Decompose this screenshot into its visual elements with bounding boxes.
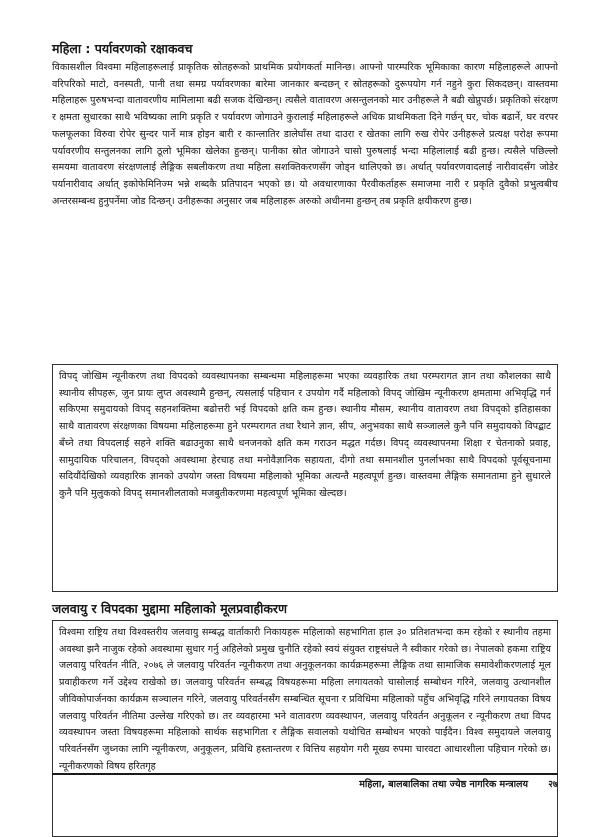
document-page [52, 40, 558, 837]
page-number: २७ [548, 779, 558, 790]
section-heading: जलवायु र विपदका मुद्दामा महिलाको मूलप्रवाहीकरण [52, 601, 288, 616]
boxed-paragraph-text: विश्वमा राष्ट्रिय तथा विश्वस्तरीय जलवायु सम्बद्ध वार्ताकारी निकायहरू महिलाको सहभागिता हाल ३० प्रतिशतभन्दा कम रहेको र स्थानीय तहमा अवस्था झनै नाजुक रहेको अवस्थामा सुधार गर्नु अहिलेको प्रमुख चुनौति रहेको स्वयं संयुक्त राष्ट्रसंघले नै स्वीकार गरेको छ। नेपालको हकमा राष्ट्रिय जलवायु परिवर्तन नीति, २०७६ ले जलवायु परिवर्तन न्यूनीकरण तथा अनुकूलनका कार्यक्रमहरूमा लैङ्गिक तथा सामाजिक समावेशीकरणलाई मूल प्रवाहीकरण गर्ने उद्देश्य राखेको छ। जलवायु परिवर्तन सम्बद्ध विषयहरूमा महिला लगायतको चासोलाई सम्बोधन गरिने, जलवायु उत्थानशील जीविकोपार्जनका कार्यक्रम सञ्चालन गरिने, जलवायु परिवर्तनसँग सम्बन्धित सूचना र प्रविधिमा महिलाको पहुँच अभिवृद्धि गरिने लगायतका विषय जलवायु परिवर्तन नीतिमा उल्लेख गरिएको छ। तर व्यवहारमा भने वातावरण व्यवस्थापन, जलवायु परिवर्तन अनुकूलन र न्यूनीकरण तथा विपद व्यवस्थापन जस्ता विषयहरूमा महिलाको सार्थक सहभागिता र लैङ्गिक सवालको यथोचित सम्बोधन भएको पाईंदैन। विश्व समुदायले जलवायु परिवर्तनसँग जुध्नका लागि न्यूनीकरण, अनुकूलन, प्रविधि हस्तान्तरण र वित्तिय सहयोग गरी मूख्य रुपमा चारवटा आधारशीला पहिचान गरेको छ। न्यूनीकरणको विषय हरितगृह [59, 627, 551, 772]
boxed-paragraph-text: विपद् जोखिम न्यूनीकरण तथा विपदको व्यवस्थापनका सम्बन्धमा महिलाहरूमा भएका व्यवहारिक तथा परम्परागत ज्ञान तथा कौशलका साथै स्थानीय सीपहरू, जुन प्रायः लुप्त अवस्थामै हुन्छन्, त्यसलाई पहिचान र उपयोग गर्दै महिलाको विपद् जोखिम न्यूनीकरण क्षमतामा अभिवृद्धि गर्न सकिएमा समुदायको विपद् सहनशक्तिमा बढोत्तरी भई विपदको क्षति कम हुन्छ। स्थानीय मौसम, स्थानीय वातावरण तथा विपद्को इतिहासका साथै वातावरण संरक्षणका विषयमा महिलाहरूमा हुने परम्परागत तथा रैथाने ज्ञान, सीप, अनुभवका साथै सञ्जालले कुनै पनि समुदायको विपद्बाट बँच्ने तथा विपदलाई सहने शक्ति बढाउनुका साथै धनजनको क्षति कम गराउन मद्धत गर्दछ। विपद् व्यवस्थापनमा शिक्षा र चेतनाको प्रवाह, सामुदायिक परिचालन, विपद्को अवस्थामा हेरचाह तथा मनोवैज्ञानिक सहायता, दीगो तथा समानशील पुनर्लाभका साथै विपदको पूर्वसूचनामा सदियौंदेखिको व्यवहारिक ज्ञानको उपयोग जस्ता विषयमा महिलाको भूमिका अत्यन्तै महत्वपूर्ण हुन्छ। वास्तवमा लैङ्गिक समानतामा हुने सुधारले कुनै पनि मुलुकको विपद् समानशीलताको मजबुतीकरणमा महत्वपूर्ण भूमिका खेल्दछ। [59, 371, 551, 499]
footer-ministry-name: महिला, बालबालिका तथा ज्येष्ठ नागरिक मन्त्रालय [359, 779, 528, 790]
body-paragraph: विकासशील विश्वमा महिलाहरूलाई प्राकृतिक स्रोतहरूको प्राथमिक प्रयोगकर्ता मानिन्छ। आफ्नो पारम्परिक भूमिकाका कारण महिलाहरूले आफ्नो वरिपरिको माटो, वनस्पती, पानी तथा समग्र पर्यावरणका बारेमा जानकार बन्दछन् र स्रोतहरूको दुरूपयोग गर्न नहुने कुरा सिकदछन्। वास्तवमा महिलाहरू पुरुषभन्दा वातावरणीय मामिलामा बढी सजक देखिन्छन्। त्यसैले वातावरण असन्तुलनको मार उनीहरूले नै बढी खेप्नुपर्छ। प्रकृतिको संरक्षण र क्षमता सुधारका साथै भविष्यका लागि प्रकृति र पर्यावरण जोगाउने कुरालाई महिलाहरूले अधिक प्राथमिकता दिने गर्छन् घर, चोक बढार्ने, घर वरपर फलफूलका विरुवा रोपेर सुन्दर पार्ने मात्र होइन बारी र कान्लातिर डालेघाँस तथा दाउरा र खेतका लागि रुख रोपेर उनीहरूले प्रत्यक्ष परोक्ष रूपमा पर्यावरणीय सन्तुलनका लागि ठूलो भूमिका खेलेका हुन्छन्। पानीका स्रोत जोगाउने चासो पुरुषलाई भन्दा महिलालाई बढी हुन्छ। त्यसैले पछिल्लो समयमा वातावरण संरक्षणलाई लैङ्गिक सबलीकरण तथा महिला सशक्तिकरणसँग जोड्न थालिएको छ। अर्थात् पर्यावरणवादलाई नारीवादसँग जोडेर पर्यानारीवाद अर्थात् इकोफेमिनिज्म भन्ने शब्दकै प्रतिपादन भएको छ। यो अवधारणाका पैरवीकर्ताहरू समाजमा नारी र प्रकृति दुवैको प्रभुत्वबीच अन्तरसम्बन्ध हुनुपर्नेमा जोड दिन्छन्। उनीहरूका अनुसार जब महिलाहरू अरुको अधीनमा हुन्छन् तब प्रकृति क्षयीकरण हुन्छ। [52, 62, 558, 207]
section-heading: महिला : पर्यावरणको रक्षाकवच [52, 41, 193, 56]
boxed-paragraph [52, 620, 558, 837]
boxed-paragraph [52, 364, 558, 592]
page-footer [52, 773, 558, 791]
